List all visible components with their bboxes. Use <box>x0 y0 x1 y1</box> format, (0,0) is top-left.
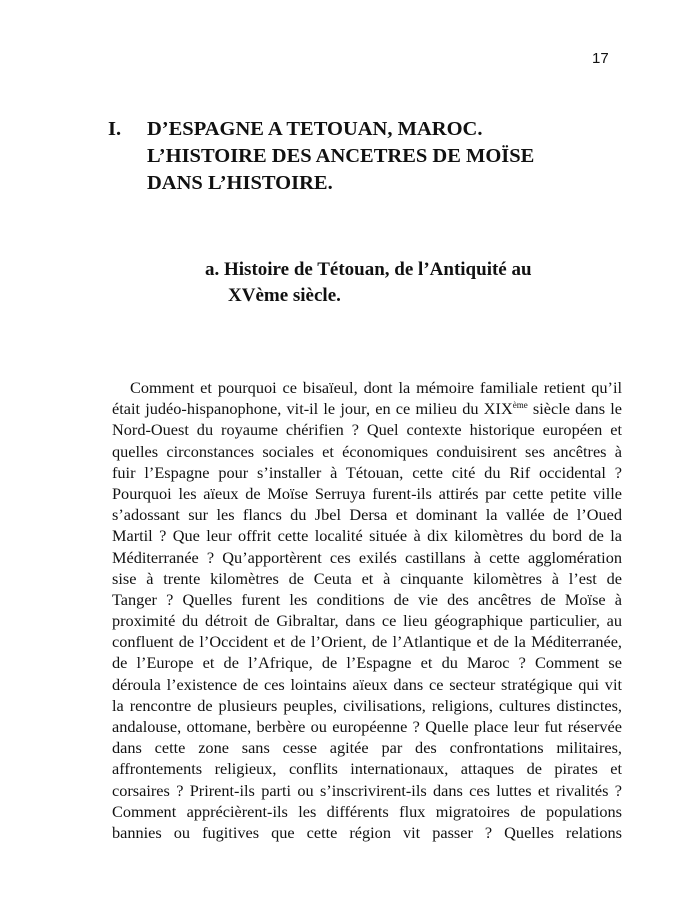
page-number: 17 <box>592 50 609 67</box>
body-line: Martil ? Que leur offrit cette localité située à dix kilomètres du bord de la <box>112 526 622 546</box>
chapter-heading <box>108 116 534 197</box>
body-line: dans cette zone sans cesse agitée par des confrontations militaires, <box>112 738 622 758</box>
body-line: andalouse, ottomane, berbère ou européenne ? Quelle place leur fut réservée <box>112 717 622 736</box>
body-line: confluent de l’Occident et de l’Orient, de l’Atlantique et de la Méditerranée, <box>112 632 622 652</box>
body-line: Comment et pourquoi ce bisaïeul, dont la mémoire familiale retient qu’il <box>130 378 622 397</box>
body-text: siècle dans le <box>527 399 622 419</box>
body-line: sise à trente kilomètres de Ceuta et à cinquante kilomètres à l’est de <box>112 568 622 588</box>
chapter-number: I. <box>108 118 122 140</box>
body-line: Pourquoi les aïeux de Moïse Serruya furent-ils attirés par cette petite ville <box>112 483 622 503</box>
superscript: ème <box>512 400 528 411</box>
body-line: fuir l’Espagne pour s’installer à Tétouan, cette cité du Rif occidental ? <box>112 462 622 482</box>
body-line: Nord-Ouest du royaume chérifien ? Quel contexte historique européen et <box>112 420 622 440</box>
body-line: Comment apprécièrent-ils les différents flux migratoires de populations <box>112 801 622 821</box>
body-line: bannies ou fugitives que cette région vit passer ? Quelles relations <box>112 822 622 842</box>
section-title-line: XVème siècle. <box>228 285 341 306</box>
section-title-line: a. Histoire de Tétouan, de l’Antiquité au <box>205 259 532 280</box>
body-line: quelles circonstances sociales et économiques conduisirent ses ancêtres à <box>112 441 622 461</box>
body-line: s’adossant sur les flancs du Jbel Dersa et dominant la vallée de l’Oued <box>112 505 622 525</box>
section-heading <box>205 257 532 309</box>
body-line <box>112 398 622 419</box>
body-line: Méditerranée ? Qu’apportèrent ces exilés castillans à cette agglomération <box>112 547 622 567</box>
body-line: de l’Europe et de l’Afrique, de l’Espagne et du Maroc ? Comment se <box>112 653 622 673</box>
body-line: la rencontre de plusieurs peuples, civilisations, religions, cultures distinctes, <box>112 695 622 715</box>
body-line: proximité du détroit de Gibraltar, dans ce lieu géographique particulier, au <box>112 611 622 631</box>
body-line: corsaires ? Prirent-ils parti ou s’inscrivirent-ils dans ces luttes et rivalités ? <box>112 780 622 800</box>
chapter-title-line: DANS L’HISTOIRE. <box>147 172 333 194</box>
body-line: affrontements religieux, conflits internationaux, attaques de pirates et <box>112 759 622 779</box>
chapter-title-line: L’HISTOIRE DES ANCETRES DE MOÏSE <box>147 145 535 167</box>
body-line: déroula l’existence de ces lointains aïeux dans ce secteur stratégique qui vit <box>112 674 622 694</box>
body-text: était judéo-hispanophone, vit-il le jour, en ce milieu du XIX <box>112 399 513 419</box>
chapter-title-line: D’ESPAGNE A TETOUAN, MAROC. <box>147 118 483 140</box>
body-line: Tanger ? Quelles furent les conditions de vie des ancêtres de Moïse à <box>112 589 622 609</box>
body-paragraph <box>112 377 622 843</box>
